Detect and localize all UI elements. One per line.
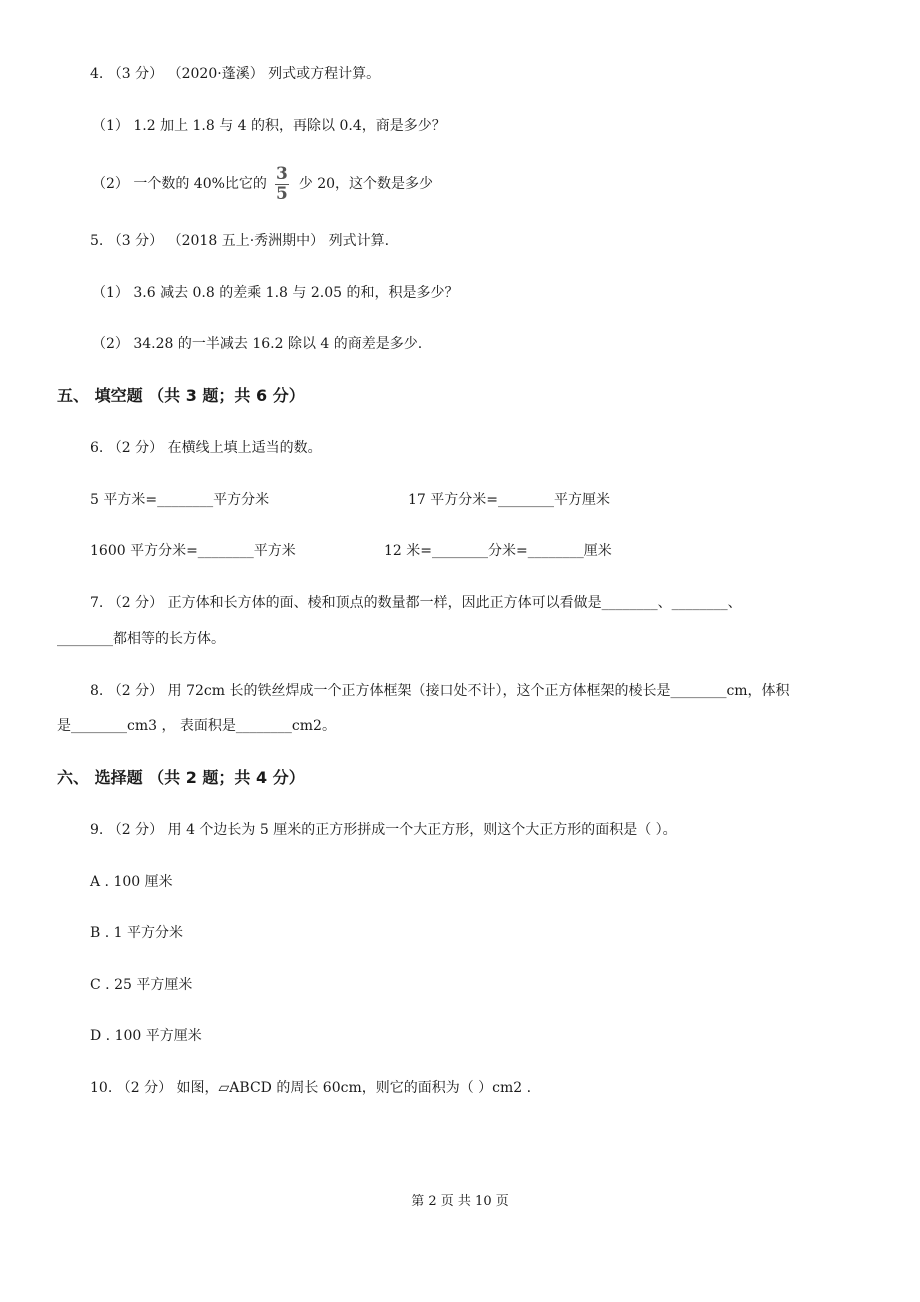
question-4-part-2-text-after: 少 20，这个数是多少 <box>298 176 434 192</box>
option-c[interactable]: C . 25 平方厘米 <box>90 977 193 993</box>
option-d[interactable]: D . 100 平方厘米 <box>90 1028 202 1044</box>
fraction-denominator: 5 <box>275 183 288 204</box>
section-heading-multiple-choice: 六、 选择题 （共 2 题；共 4 分） <box>57 768 305 787</box>
question-4-part-2 <box>92 164 433 204</box>
fraction-numerator: 3 <box>275 163 288 184</box>
question-6-blank-c: 1600 平方分米=________平方米 <box>90 543 296 559</box>
page-footer: 第 2 页 共 10 页 <box>411 1194 509 1209</box>
question-6-title: 6. （2 分） 在横线上填上适当的数。 <box>90 440 322 456</box>
option-a[interactable]: A . 100 厘米 <box>90 874 173 890</box>
question-4-part-2-text-before: （2） 一个数的 40%比它的 <box>92 176 267 192</box>
question-8-line-1: 8. （2 分） 用 72cm 长的铁丝焊成一个正方体框架（接口处不计），这个正方体框架的棱长是________cm，体积 <box>90 683 790 699</box>
question-9-title: 9. （2 分） 用 4 个边长为 5 厘米的正方形拼成一个大正方形，则这个大正方形的面积是（ ）。 <box>90 822 677 838</box>
question-7-line-2: ________都相等的长方体。 <box>57 631 225 647</box>
question-6-blank-b: 17 平方分米=________平方厘米 <box>408 492 610 508</box>
question-6-blank-d: 12 米=________分米=________厘米 <box>384 543 612 559</box>
question-10-title: 10. （2 分） 如图，▱ABCD 的周长 60cm，则它的面积为（ ）cm2 . <box>90 1080 532 1096</box>
question-5-part-1: （1） 3.6 减去 0.8 的差乘 1.8 与 2.05 的和，积是多少？ <box>92 285 459 301</box>
question-5-part-2: （2） 34.28 的一半减去 16.2 除以 4 的商差是多少. <box>92 336 423 352</box>
section-heading-fill-blank: 五、 填空题 （共 3 题；共 6 分） <box>57 386 305 405</box>
question-4-title: 4. （3 分） （2020·蓬溪） 列式或方程计算。 <box>90 66 381 82</box>
option-b[interactable]: B . 1 平方分米 <box>90 925 183 941</box>
fraction <box>275 163 289 204</box>
question-7-line-1: 7. （2 分） 正方体和长方体的面、棱和顶点的数量都一样，因此正方体可以看做是________、________、 <box>90 595 742 611</box>
question-8-line-2: 是________cm3 ， 表面积是________cm2。 <box>57 718 336 734</box>
question-5-title: 5. （3 分） （2018 五上·秀洲期中） 列式计算. <box>90 233 390 249</box>
question-6-blank-a: 5 平方米=________平方分米 <box>90 492 270 508</box>
question-4-part-1: （1） 1.2 加上 1.8 与 4 的积，再除以 0.4，商是多少？ <box>92 118 446 134</box>
